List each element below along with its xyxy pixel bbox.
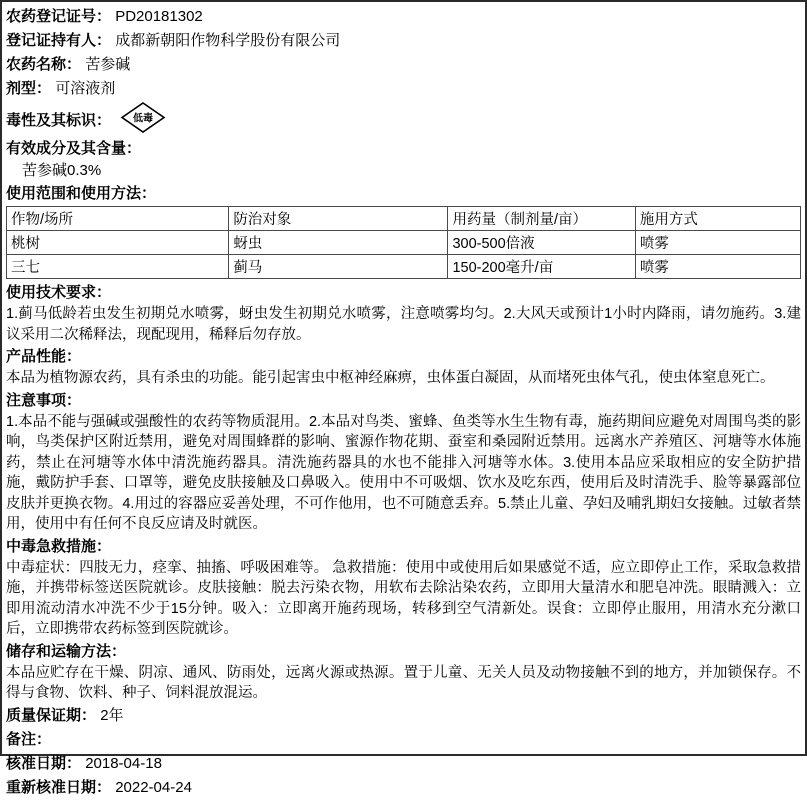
section-technical-requirements (6, 281, 801, 345)
table-cell: 蚜虫 (229, 231, 448, 255)
section-body: 中毒症状：四肢无力，痉挛、抽搐、呼吸困难等。 急救措施：使用中或使用后如果感觉不适，应立即停止工作，采取急救措施，并携带标签送医院就诊。皮肤接触：脱去污染衣物，用软布去除沾染农药，立即用大量清水和肥皂冲洗。眼睛溅入：立即用流动清水冲洗不少于15分钟。吸入：立即离开施药现场，转移到空气清新处。误食：立即停止服用，用清水充分漱口后，立即携带农药标签到医院就诊。 (6, 559, 801, 637)
section-storage-transport (6, 640, 801, 704)
field-label: 农药名称： (6, 56, 82, 73)
table-cell: 桃树 (7, 231, 229, 255)
field-label: 质量保证期： (6, 706, 97, 724)
table-row (7, 231, 801, 255)
field-label: 农药登记证号： (6, 8, 112, 25)
field-label: 重新核准日期： (6, 778, 112, 796)
toxicity-row (6, 101, 801, 137)
section-body: 本品为植物源农药，具有杀虫的功能。能引起害虫中枢神经麻痹，虫体蛋白凝固，从而堵死虫体气孔，使虫体窒息死亡。 (6, 370, 775, 386)
table-cell: 300-500倍液 (448, 231, 635, 255)
field-value: PD20181302 (115, 8, 203, 25)
usage-table-header-cell: 作物/场所 (7, 207, 229, 231)
section-heading: 使用技术要求： (6, 284, 112, 301)
section-precautions (6, 389, 801, 535)
low-toxicity-diamond-icon (121, 102, 165, 137)
active-ingredient-heading: 有效成分及其含量： (6, 140, 142, 157)
usage-table-header-row (7, 207, 801, 231)
section-poisoning-first-aid (6, 535, 801, 640)
field-value: 2022-04-24 (115, 778, 192, 796)
field-label: 核准日期： (6, 754, 82, 772)
section-product-performance (6, 345, 801, 389)
field-label: 剂型： (6, 80, 52, 97)
certificate-holder-row (6, 29, 801, 53)
field-label: 登记证持有人： (6, 32, 112, 49)
field-value: 可溶液剂 (55, 80, 116, 97)
usage-table-header-cell: 防治对象 (229, 207, 448, 231)
quality-guarantee-row (6, 704, 801, 728)
approval-date-row (6, 752, 801, 776)
section-body: 1.本品不能与强碱或强酸性的农药等物质混用。2.本品对鸟类、蜜蜂、鱼类等水生生物有毒，施药期间应避免对周围鸟类的影响，鸟类保护区附近禁用，避免对周围蜂群的影响、蜜源作物花期、蚕室和桑园附近禁用。远离水产养殖区、河塘等水体施药，禁止在河塘等水体中清洗施药器具。清洗施药器具的水也不能排入河塘等水体。3.使用本品应采取相应的安全防护措施，戴防护手套、口罩等，避免皮肤接触及口鼻吸入。使用中不可吸烟、饮水及吃东西，使用后及时清洗手、脸等暴露部位皮肤并更换衣物。4.用过的容器应妥善处理，不可作他用，也不可随意丢弃。5.禁止儿童、孕妇及哺乳期妇女接触。过敏者禁用，使用中有任何不良反应请及时就医。 (6, 413, 801, 532)
usage-table-header-cell: 施用方式 (635, 207, 800, 231)
table-cell: 三七 (7, 255, 229, 279)
reapproval-date-row (6, 776, 801, 800)
field-label: 备注： (6, 730, 52, 748)
field-value: 2年 (100, 706, 124, 724)
section-heading: 注意事项： (6, 391, 82, 409)
table-cell: 蓟马 (229, 255, 448, 279)
usage-table-header-cell: 用药量（制剂量/亩） (448, 207, 635, 231)
section-heading: 中毒急救措施： (6, 537, 112, 555)
section-body: 1.蓟马低龄若虫发生初期兑水喷雾，蚜虫发生初期兑水喷雾，注意喷雾均匀。2.大风天或预计1小时内降雨，请勿施药。3.建议采用二次稀释法，现配现用，稀释后勿存放。 (6, 306, 801, 343)
field-value: 2018-04-18 (85, 754, 162, 772)
table-row (7, 255, 801, 279)
toxicity-badge-text: 低毒 (133, 113, 154, 124)
usage-scope-heading: 使用范围和使用方法： (6, 185, 157, 202)
registration-number-row (6, 5, 801, 29)
pesticide-name-row (6, 53, 801, 77)
section-heading: 储存和运输方法： (6, 642, 127, 660)
field-value: 成都新朝阳作物科学股份有限公司 (115, 32, 341, 49)
field-label: 毒性及其标识： (6, 111, 112, 129)
section-body: 本品应贮存在干燥、阴凉、通风、防雨处，远离火源或热源。置于儿童、无关人员及动物接触不到的地方，并加锁保存。不得与食物、饮料、种子、饲料混放混运。 (6, 664, 801, 701)
table-cell: 150-200毫升/亩 (448, 255, 635, 279)
table-cell: 喷雾 (635, 231, 800, 255)
usage-table (6, 206, 801, 279)
field-value: 苦参碱 (85, 56, 131, 73)
remarks-row (6, 728, 801, 752)
formulation-row (6, 77, 801, 101)
section-heading: 产品性能： (6, 348, 82, 365)
active-ingredient-value: 苦参碱0.3% (22, 162, 102, 179)
table-cell: 喷雾 (635, 255, 800, 279)
